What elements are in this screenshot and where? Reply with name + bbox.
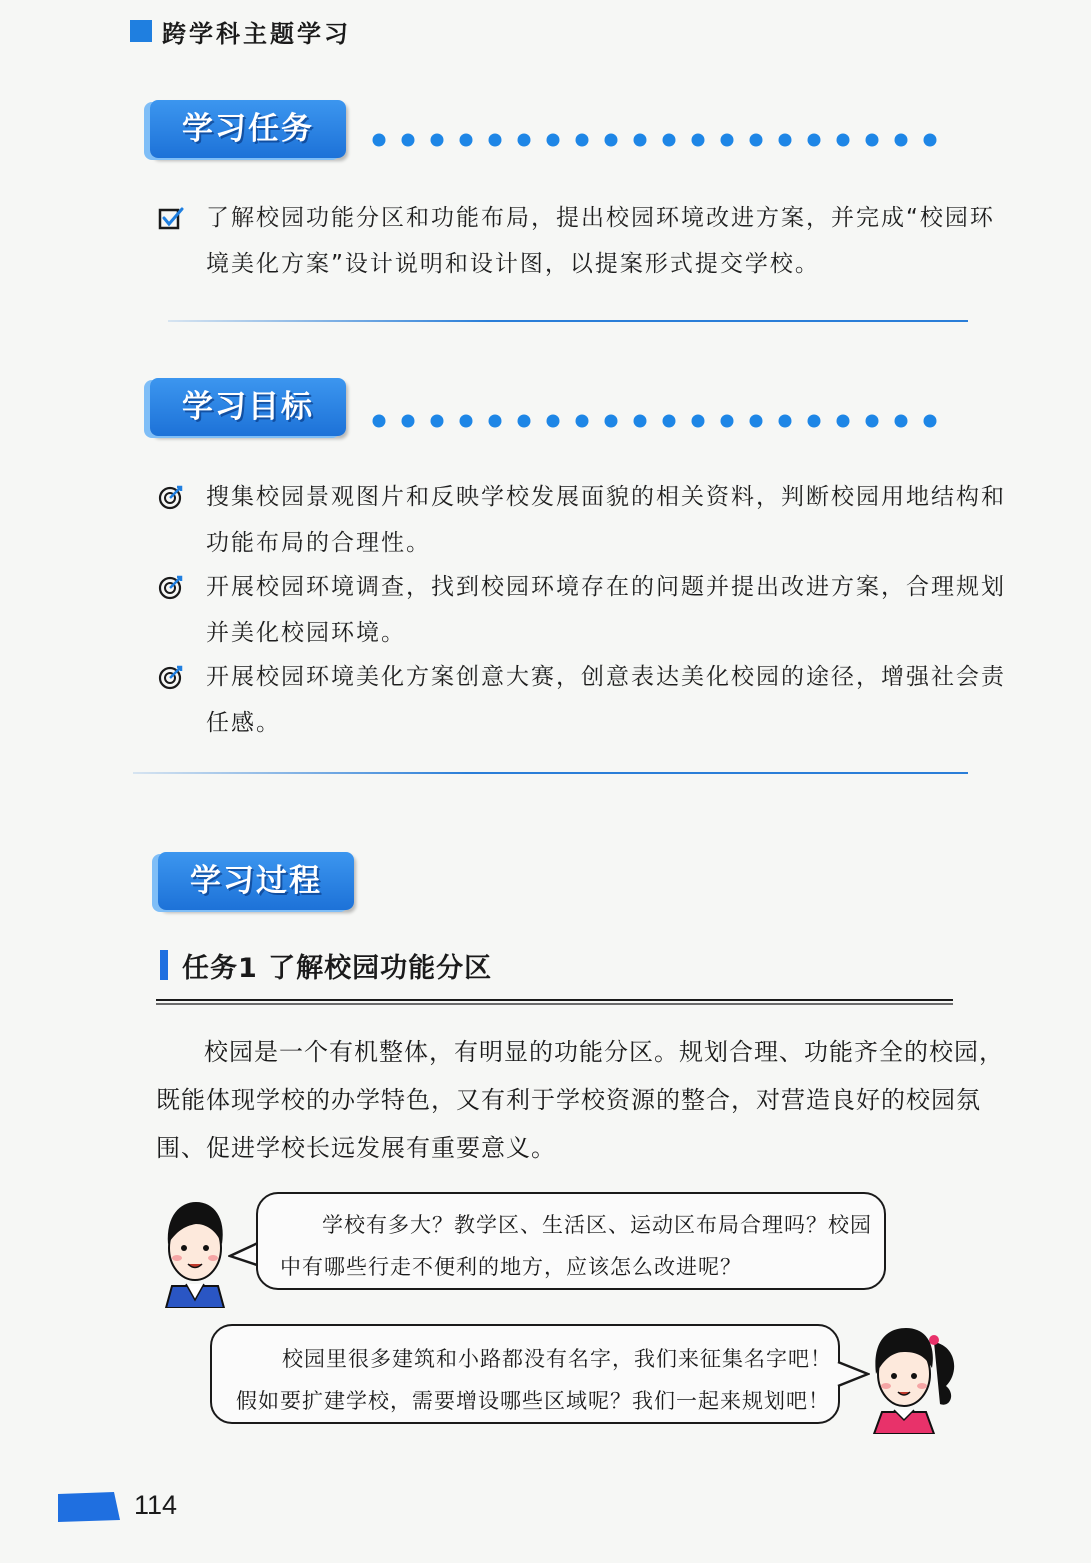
decorative-dot — [924, 415, 937, 428]
speech-line: 学校有多大？教学区、生活区、运动区布局合理吗？校园 — [322, 1213, 872, 1237]
decorative-dot — [605, 415, 618, 428]
section-title: 学习任务 — [182, 111, 314, 147]
decorative-dot — [634, 415, 647, 428]
dot-row — [372, 412, 952, 430]
decorative-dot — [779, 134, 792, 147]
paragraph-line: 围、促进学校长远发展有重要意义。 — [156, 1134, 556, 1162]
decorative-dot — [576, 134, 589, 147]
goal-line: 搜集校园景观图片和反映学校发展面貌的相关资料，判断校园用地结构和 — [206, 484, 1006, 510]
speech-line: 中有哪些行走不便利的地方，应该怎么改进呢？ — [280, 1255, 742, 1279]
decorative-dot — [402, 415, 415, 428]
decorative-dot — [721, 134, 734, 147]
section-title: 学习目标 — [182, 389, 314, 425]
decorative-dot — [750, 415, 763, 428]
heading-underline — [156, 990, 953, 996]
goal-line: 开展校园环境美化方案创意大赛，创意表达美化校园的途径，增强社会责 — [206, 664, 1006, 690]
decorative-dot — [489, 415, 502, 428]
decorative-dot — [866, 134, 879, 147]
decorative-dot — [547, 134, 560, 147]
decorative-dot — [866, 415, 879, 428]
section-divider — [168, 320, 968, 322]
decorative-dot — [663, 134, 676, 147]
decorative-dot — [808, 415, 821, 428]
decorative-dot — [663, 415, 676, 428]
decorative-dot — [547, 415, 560, 428]
goal-line: 并美化校园环境。 — [206, 620, 406, 646]
goal-item — [206, 654, 1006, 746]
decorative-dot — [605, 134, 618, 147]
decorative-dot — [779, 415, 792, 428]
girl-speech-bubble — [210, 1324, 840, 1424]
paragraph-line: 校园是一个有机整体，有明显的功能分区。规划合理、功能齐全的校园， — [204, 1038, 1004, 1066]
girl-avatar — [864, 1316, 964, 1434]
target-icon — [158, 574, 184, 600]
section-banner-task — [150, 100, 346, 158]
target-icon — [158, 664, 184, 690]
decorative-dot — [634, 134, 647, 147]
task1-heading: 任务1 了解校园功能分区 — [182, 953, 493, 984]
decorative-dot — [431, 415, 444, 428]
decorative-dot — [895, 415, 908, 428]
dot-row-graphic — [372, 131, 952, 149]
goal-line: 功能布局的合理性。 — [206, 530, 431, 556]
decorative-dot — [837, 415, 850, 428]
speech-line: 校园里很多建筑和小路都没有名字，我们来征集名字吧！ — [282, 1347, 832, 1371]
decorative-dot — [373, 134, 386, 147]
decorative-dot — [431, 134, 444, 147]
decorative-dot — [576, 415, 589, 428]
page-tab-mark — [58, 1492, 120, 1522]
task1-paragraph — [156, 1028, 1004, 1172]
page-number: 114 — [134, 1490, 178, 1520]
goal-item — [206, 564, 1006, 656]
task-text — [206, 195, 995, 287]
section-banner-process — [158, 852, 354, 910]
boy-avatar — [160, 1196, 230, 1308]
goal-line: 开展校园环境调查，找到校园环境存在的问题并提出改进方案，合理规划 — [206, 574, 1006, 600]
decorative-dot — [518, 134, 531, 147]
section-divider — [133, 772, 968, 774]
decorative-dot — [692, 415, 705, 428]
decorative-dot — [373, 415, 386, 428]
decorative-dot — [721, 415, 734, 428]
decorative-dot — [460, 134, 473, 147]
dot-row-graphic — [372, 412, 952, 430]
decorative-dot — [692, 134, 705, 147]
decorative-dot — [489, 134, 502, 147]
paragraph-line: 既能体现学校的办学特色，又有利于学校资源的整合，对营造良好的校园氛 — [156, 1086, 981, 1114]
decorative-dot — [837, 134, 850, 147]
running-title: 跨学科主题学习 — [162, 20, 351, 48]
decorative-dot — [808, 134, 821, 147]
dot-row — [372, 131, 952, 149]
decorative-dot — [750, 134, 763, 147]
decorative-dot — [460, 415, 473, 428]
goal-line: 任感。 — [206, 710, 281, 736]
header-square-mark — [130, 20, 152, 42]
section-banner-goals — [150, 378, 346, 436]
task-line: 境美化方案”设计说明和设计图，以提案形式提交学校。 — [206, 251, 820, 277]
task-line: 了解校园功能分区和功能布局，提出校园环境改进方案，并完成“校园环 — [206, 205, 995, 231]
target-icon — [158, 484, 184, 510]
boy-speech-bubble — [256, 1192, 886, 1290]
decorative-dot — [518, 415, 531, 428]
speech-line: 假如要扩建学校，需要增设哪些区域呢？我们一起来规划吧！ — [236, 1389, 830, 1413]
section-title: 学习过程 — [190, 863, 322, 899]
decorative-dot — [924, 134, 937, 147]
checkbox-icon — [158, 206, 184, 232]
goal-item — [206, 474, 1006, 566]
task-heading-mark — [160, 950, 168, 980]
decorative-dot — [895, 134, 908, 147]
decorative-dot — [402, 134, 415, 147]
